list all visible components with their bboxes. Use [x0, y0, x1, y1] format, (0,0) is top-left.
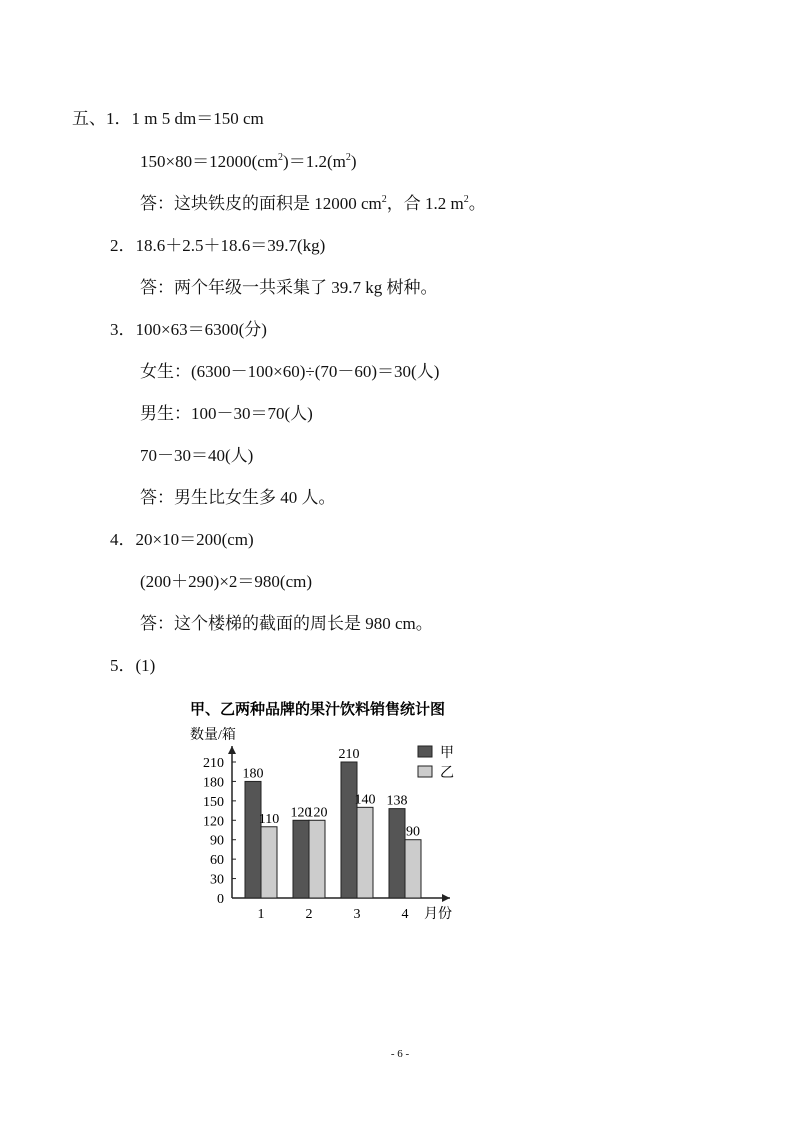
- q1-l3-e: 。: [468, 194, 486, 213]
- y-axis-arrow: [228, 746, 236, 754]
- q3-number: 3．: [110, 320, 136, 339]
- q2-number: 2．: [110, 236, 136, 255]
- page-number: - 6 -: [390, 1048, 410, 1060]
- chart-xlabel: 月份: [424, 907, 452, 922]
- q1-text1: 1 m 5 dm＝150 cm: [131, 109, 264, 128]
- y-tick-label: 30: [210, 872, 224, 888]
- legend-label: 甲: [440, 746, 454, 761]
- q3-line4: 70－30＝40(人): [140, 446, 254, 465]
- x-tick-label: 3: [353, 907, 361, 922]
- q5-text1: (1): [135, 656, 156, 675]
- x-axis-arrow: [442, 894, 450, 902]
- y-tick-label: 90: [210, 833, 224, 849]
- q1-l2-e: ): [350, 152, 357, 171]
- q1-l2-sup2: 2: [345, 152, 351, 163]
- q4-line2: (200＋290)×2＝980(cm): [140, 572, 313, 591]
- bar-yi: [309, 820, 325, 898]
- x-tick-label: 1: [257, 907, 265, 922]
- q4-line1: [110, 529, 254, 551]
- q1-number: 1．: [106, 109, 132, 128]
- bar-jia: [389, 809, 405, 898]
- q1-l3-c: ，合 1.2 m: [386, 194, 464, 213]
- q3-text1: 100×63＝6300(分): [135, 320, 267, 339]
- q4-text1: 20×10＝200(cm): [135, 530, 254, 549]
- y-tick-label: 120: [203, 814, 224, 830]
- bar-data-label: 120: [290, 805, 312, 821]
- q2-line1: [110, 235, 325, 257]
- y-tick-label: 60: [210, 853, 224, 869]
- bar-data-label: 120: [306, 805, 328, 821]
- y-tick-label: 210: [203, 756, 224, 771]
- legend-swatch: [418, 746, 432, 757]
- section-label: 五、: [72, 109, 106, 128]
- q2-text1: 18.6＋2.5＋18.6＝39.7(kg): [135, 236, 326, 255]
- legend-label: 乙: [440, 766, 454, 781]
- q4-line3: 答：这个楼梯的截面的周长是 980 cm。: [140, 614, 433, 633]
- q1-l2-sup1: 2: [278, 152, 284, 163]
- bar-yi: [405, 840, 421, 898]
- bar-jia: [245, 781, 261, 898]
- bar-yi: [261, 827, 277, 898]
- q1-l2-c: )＝1.2(m: [283, 152, 346, 171]
- chart-title: 甲、乙两种品牌的果汁饮料销售统计图: [190, 702, 446, 718]
- q3-line5: 答：男生比女生多 40 人。: [140, 488, 336, 507]
- q1-l3-a: 答：这块铁皮的面积是 12000 cm: [140, 194, 382, 213]
- bar-data-label: 90: [406, 824, 420, 840]
- q4-number: 4．: [110, 530, 136, 549]
- y-tick-label: 0: [217, 892, 224, 907]
- q1-l3-sup1: 2: [381, 194, 387, 205]
- q1-line1: [72, 108, 264, 130]
- chart-ylabel: 数量/箱: [190, 728, 236, 743]
- bar-jia: [341, 762, 357, 898]
- q1-line2: [140, 151, 357, 173]
- y-tick-label: 150: [203, 794, 224, 810]
- sales-bar-chart: [180, 690, 520, 930]
- y-tick-label: 180: [203, 775, 224, 791]
- q1-l3-sup2: 2: [463, 194, 469, 205]
- bar-data-label: 210: [338, 747, 360, 762]
- q3-line2: 女生：(6300－100×60)÷(70－60)＝30(人): [140, 362, 440, 381]
- bar-data-label: 110: [258, 811, 280, 827]
- q3-line1: [110, 319, 267, 341]
- q1-line3: [140, 193, 486, 215]
- q5-number: 5．: [110, 656, 136, 675]
- legend-swatch: [418, 766, 432, 777]
- bar-yi: [357, 807, 373, 898]
- bar-data-label: 138: [386, 793, 408, 809]
- q5-line1: [110, 655, 155, 677]
- x-tick-label: 2: [305, 907, 313, 922]
- x-tick-label: 4: [401, 907, 409, 922]
- q2-line2: 答：两个年级一共采集了 39.7 kg 树种。: [140, 278, 438, 297]
- q1-l2-a: 150×80＝12000(cm: [140, 152, 279, 171]
- q3-line3: 男生：100－30＝70(人): [140, 404, 313, 423]
- bar-jia: [293, 820, 309, 898]
- bar-data-label: 180: [242, 766, 264, 782]
- bar-data-label: 140: [354, 792, 376, 808]
